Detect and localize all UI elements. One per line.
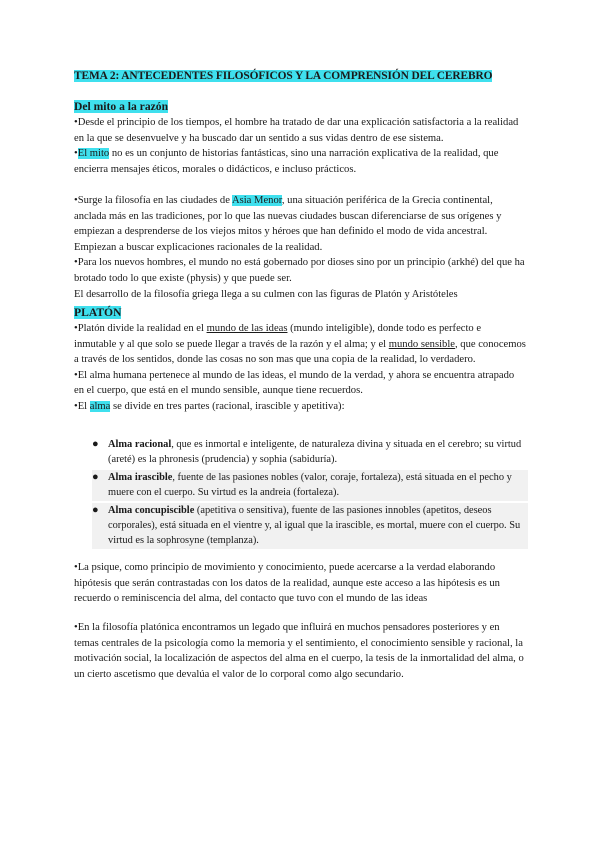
underlined-term: mundo de las ideas xyxy=(206,323,288,334)
bullet-icon: ● xyxy=(92,503,99,516)
soul-parts-list xyxy=(92,437,528,551)
section-body-legado xyxy=(74,620,526,682)
paragraph: •Desde el principio de los tiempos, el hombre ha tratado de dar una explicación satisfactoria a la realidad en la que se desenvuelve y ha buscado dar un sentido a sus vidas dentro de ese sistema. xyxy=(74,117,519,144)
underlined-term: mundo sensible xyxy=(388,338,455,350)
paragraph: •La psique, como principio de movimiento y conocimiento, puede acercarse a la verdad elaborando hipótesis que serán contrastadas con los datos de la realidad, aunque este acceso a las hipótesis es un recuerdo o reminiscencia del alma, del contacto que tuvo con el mundo de las ideas xyxy=(74,562,500,605)
paragraph: •Platón divide la realidad en el mundo de las ideas (mundo inteligible), donde todo es perfecto e inmutable y al que solo se puede llegar a través de la razón y el alma; y el mundo sensible, que conocemos a través de los sentidos, donde las cosas no son mas que una copia de la realidad, lo verdadero. xyxy=(74,323,526,366)
document-title xyxy=(74,70,492,82)
list-item: ● Alma racional, que es inmortal e inteligente, de naturaleza divina y situada en el cerebro; su virtud (areté) es la phronesis (prudencia) y sophia (sabiduría). xyxy=(92,438,522,466)
bullet-icon: ● xyxy=(92,470,99,483)
bullet-icon: ● xyxy=(92,438,99,450)
section-body-psique xyxy=(74,560,526,607)
paragraph: •El alma se divide en tres partes (racional, irascible y apetitiva): xyxy=(74,400,345,412)
section-body-mito xyxy=(74,115,526,302)
list-item: ● Alma concupiscible (apetitiva o sensitiva), fuente de las pasiones innobles (apetitos, deseos corporales), está situada en el vientre y, al igual que la irascible, es mortal, muere con el cuerpo. Su virtud es la sophrosyne (templanza). xyxy=(92,503,528,549)
section-body-platon xyxy=(74,321,526,415)
paragraph: •El alma humana pertenece al mundo de las ideas, el mundo de la verdad, y ahora se encuentra atrapado en el cuerpo, que está en el mundo sensible, aunque tiene recuerdos. xyxy=(74,369,515,397)
highlight-text: alma xyxy=(89,400,111,412)
paragraph: •En la filosofía platónica encontramos un legado que influirá en muchos pensadores posteriores y en temas centrales de la psicología como la memoria y el sentimiento, el conocimiento sensible y racional, la motivación social, la localización de aspectos del alma en el cuerpo, la tesis de la inmortalidad del alma, o un cierto ascetismo que devalúa el valor de lo corporal como algo secundario. xyxy=(74,622,524,680)
paragraph: •El mito no es un conjunto de historias fantásticas, sino una narración explicativa de la realidad, que encierra mensajes éticos, morales o didácticos, e incluso prácticos. xyxy=(74,148,499,175)
paragraph: •Surge la filosofía en las ciudades de Asia Menor, una situación periférica de la Grecia continental, anclada más en las tradiciones, por lo que las nuevas ciudades buscan diferenciarse de sus orígenes y empiezan a desprenderse de los viejos mitos y héroes que han definido el modo de vida ancestral. Empiezan a buscar explicaciones racionales de la realidad. xyxy=(74,194,502,253)
paragraph: •Para los nuevos hombres, el mundo no está gobernado por dioses sino por un principio (arkhé) del que ha brotado todo lo que existe (physis) y que puede ser. xyxy=(74,257,525,284)
section-heading-platon: PLATÓN xyxy=(74,306,122,319)
highlight-text: Asia Menor xyxy=(231,194,282,206)
list-item: ● Alma irascible, fuente de las pasiones nobles (valor, coraje, fortaleza), está situada en el pecho y muere con el cuerpo. Su virtud es la andreia (fortaleza). xyxy=(92,470,528,501)
paragraph: El desarrollo de la filosofía griega llega a su culmen con las figuras de Platón y Aristóteles xyxy=(74,288,458,300)
title-highlight: TEMA 2: ANTECEDENTES FILOSÓFICOS Y LA COMPRENSIÓN DEL CEREBRO xyxy=(74,70,493,82)
highlight-text: El mito xyxy=(77,148,110,160)
section-heading-mito: Del mito a la razón xyxy=(74,100,169,113)
